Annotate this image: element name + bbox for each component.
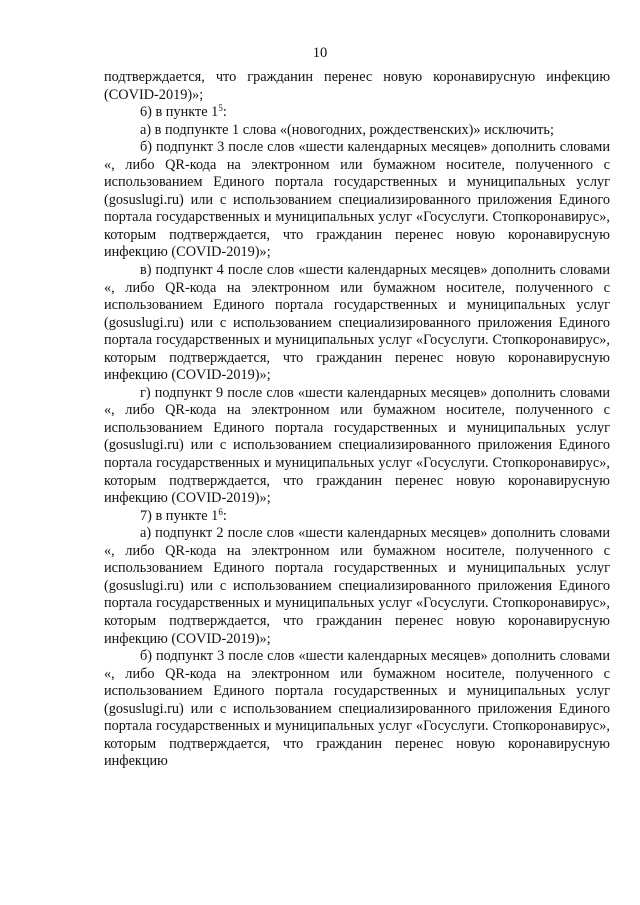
document-body (104, 69, 610, 771)
item-6-colon: : (222, 104, 227, 121)
paragraph-6v: в) подпункт 4 после слов «шести календарных месяцев» дополнить словами «, либо QR-кода на электронном или бумажном носителе, полученного с использованием Единого портала государственных и муниципальных услуг (gosuslugi.ru) или с использованием специализированного приложения Единого портала государственных и муниципальных услуг «Госуслуги. Стопкоронавирус», которым подтверждается, что гражданин перенес новую коронавирусную инфекцию (COVID-2019)»; (104, 262, 610, 384)
paragraph-7b: б) подпункт 3 после слов «шести календарных месяцев» дополнить словами «, либо QR-кода на электронном или бумажном носителе, полученного с использованием Единого портала государственных и муниципальных услуг (gosuslugi.ru) или с использованием специализированного приложения Единого портала государственных и муниципальных услуг «Госуслуги. Стопкоронавирус», которым подтверждается, что гражданин перенес новую коронавирусную инфекцию (104, 648, 610, 770)
paragraph-continuation: подтверждается, что гражданин перенес новую коронавирусную инфекцию (COVID-2019)»; (104, 69, 610, 103)
paragraph-6a: а) в подпункте 1 слова «(новогодних, рождественских)» исключить; (140, 121, 554, 138)
item-7-text: 7) в пункте 1 (140, 507, 219, 524)
paragraph-6g: г) подпункт 9 после слов «шести календарных месяцев» дополнить словами «, либо QR-кода на электронном или бумажном носителе, полученного с использованием Единого портала государственных и муниципальных услуг (gosuslugi.ru) или с использованием специализированного приложения Единого портала государственных и муниципальных услуг «Госуслуги. Стопкоронавирус», которым подтверждается, что гражданин перенес новую коронавирусную инфекцию (COVID-2019)»; (104, 384, 610, 507)
item-6-superscript: 5 (218, 103, 223, 114)
paragraph-6b: б) подпункт 3 после слов «шести календарных месяцев» дополнить словами «, либо QR-кода на электронном или бумажном носителе, полученного с использованием Единого портала государственных и муниципальных услуг (gosuslugi.ru) или с использованием специализированного приложения Единого портала государственных и муниципальных услуг «Госуслуги. Стопкоронавирус», которым подтверждается, что гражданин перенес новую коронавирусную инфекцию (COVID-2019)»; (104, 139, 610, 261)
page-number: 10 (312, 45, 328, 61)
item-7-superscript: 6 (218, 506, 223, 517)
paragraph-item-6 (104, 104, 610, 122)
paragraph-item-7 (104, 508, 610, 526)
paragraph-7a: а) подпункт 2 после слов «шести календарных месяцев» дополнить словами «, либо QR-кода на электронном или бумажном носителе, полученного с использованием Единого портала государственных и муниципальных услуг (gosuslugi.ru) или с использованием специализированного приложения Единого портала государственных и муниципальных услуг «Госуслуги. Стопкоронавирус», которым подтверждается, что гражданин перенес новую коронавирусную инфекцию (COVID-2019)»; (104, 525, 610, 647)
item-7-colon: : (222, 507, 227, 524)
item-6-text: 6) в пункте 1 (140, 104, 219, 121)
